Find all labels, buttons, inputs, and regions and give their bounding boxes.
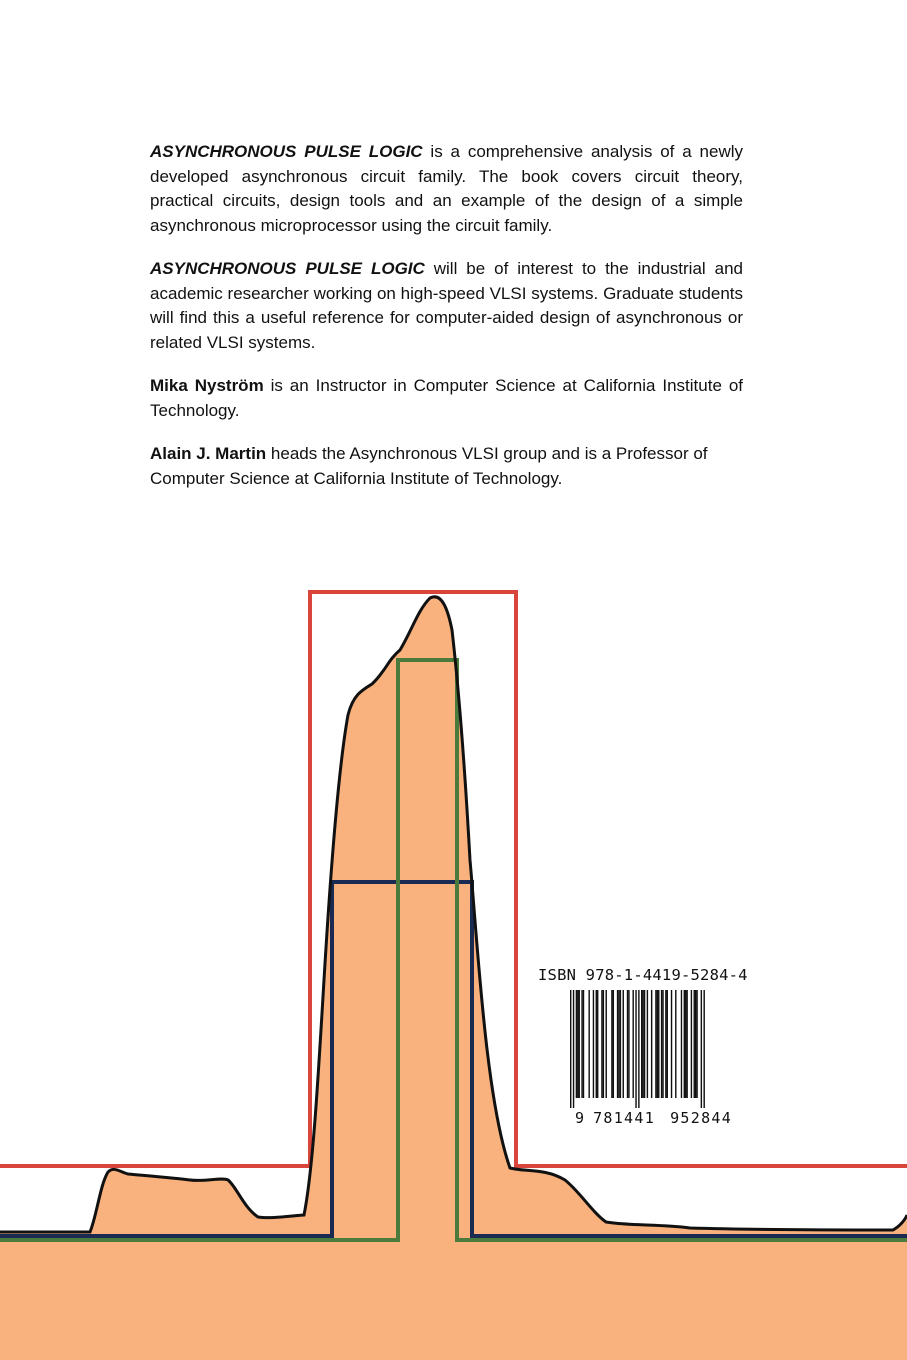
barcode-bar: [570, 990, 571, 1108]
barcode-bar: [597, 990, 598, 1098]
barcode-bar: [657, 990, 658, 1098]
barcode-bar: [635, 990, 636, 1108]
barcode-bar: [611, 990, 612, 1098]
barcode-bar: [588, 990, 589, 1098]
barcode-bar: [641, 990, 642, 1098]
barcode-bar: [576, 990, 577, 1098]
barcode-bar: [618, 990, 619, 1098]
barcode-bar: [579, 990, 580, 1098]
pulse-fill: [0, 597, 907, 1240]
isbn-block: [538, 966, 778, 1127]
barcode-bar: [665, 990, 666, 1098]
bio-text: is an Instructor in Computer Science at California Institute of Technology.: [150, 376, 743, 420]
barcode-bar: [632, 990, 633, 1098]
barcode-bar: [647, 990, 648, 1098]
barcode-bar: [628, 990, 629, 1098]
barcode-left-digits: 781441: [593, 1109, 656, 1127]
barcode-bar: [701, 990, 702, 1108]
book-title: ASYNCHRONOUS PULSE LOGIC: [150, 259, 425, 278]
barcode-bar: [694, 990, 695, 1098]
barcode-bar: [651, 990, 652, 1098]
barcode-bar: [696, 990, 697, 1098]
author-name: Alain J. Martin: [150, 444, 267, 463]
barcode-right-digits: 952844: [670, 1109, 733, 1127]
barcode-bar: [686, 990, 687, 1098]
barcode-bar: [627, 990, 628, 1098]
blurb-text: is a comprehensive analysis of a newly developed asynchronous circuit family. The book covers circuit theory, practical circuits, design tools and an example of the design of a simple asynchronous microprocessor using the circuit family.: [150, 142, 743, 235]
barcode-bar: [603, 990, 604, 1098]
barcode-bar: [644, 990, 645, 1098]
pulse-base-band: [0, 1240, 907, 1360]
barcode-digits: [575, 1109, 815, 1127]
barcode-bars: [570, 990, 738, 1110]
barcode-bar: [662, 990, 663, 1098]
barcode-bar: [581, 990, 582, 1098]
barcode-bar: [667, 990, 668, 1098]
isbn-label: ISBN 978-1-4419-5284-4: [538, 966, 748, 984]
barcode: [570, 990, 810, 1115]
barcode-bar: [606, 990, 607, 1098]
barcode-bar: [661, 990, 662, 1098]
barcode-bar: [671, 990, 672, 1098]
barcode-bar: [685, 990, 686, 1098]
barcode-bar: [613, 990, 614, 1098]
barcode-bar: [617, 990, 618, 1098]
barcode-bar: [593, 990, 594, 1098]
barcode-bar: [691, 990, 692, 1098]
barcode-bar: [675, 990, 676, 1098]
barcode-bar: [695, 990, 696, 1098]
barcode-bar: [583, 990, 584, 1098]
blurb-text: will be of interest to the industrial and academic researcher working on high-speed VLSI systems. Graduate students will find this a useful reference for computer-aided design of asynchronous or related VLSI systems.: [150, 259, 743, 352]
barcode-bar: [577, 990, 578, 1098]
barcode-bar: [658, 990, 659, 1098]
barcode-lead-digit: 9: [575, 1109, 585, 1127]
barcode-bar: [623, 990, 624, 1098]
barcode-bar: [638, 990, 639, 1108]
barcode-bar: [596, 990, 597, 1098]
barcode-bar: [681, 990, 682, 1098]
barcode-bar: [573, 990, 574, 1108]
barcode-bar: [642, 990, 643, 1098]
barcode-bar: [703, 990, 704, 1108]
barcode-bar: [684, 990, 685, 1098]
barcode-bar: [620, 990, 621, 1098]
book-title: ASYNCHRONOUS PULSE LOGIC: [150, 142, 423, 161]
bio-text: heads the Asynchronous VLSI group and is a Professor of Computer Science at California Institute of Technology.: [150, 444, 708, 488]
barcode-bar: [601, 990, 602, 1098]
barcode-bar: [655, 990, 656, 1098]
author-name: Mika Nyström: [150, 376, 264, 395]
